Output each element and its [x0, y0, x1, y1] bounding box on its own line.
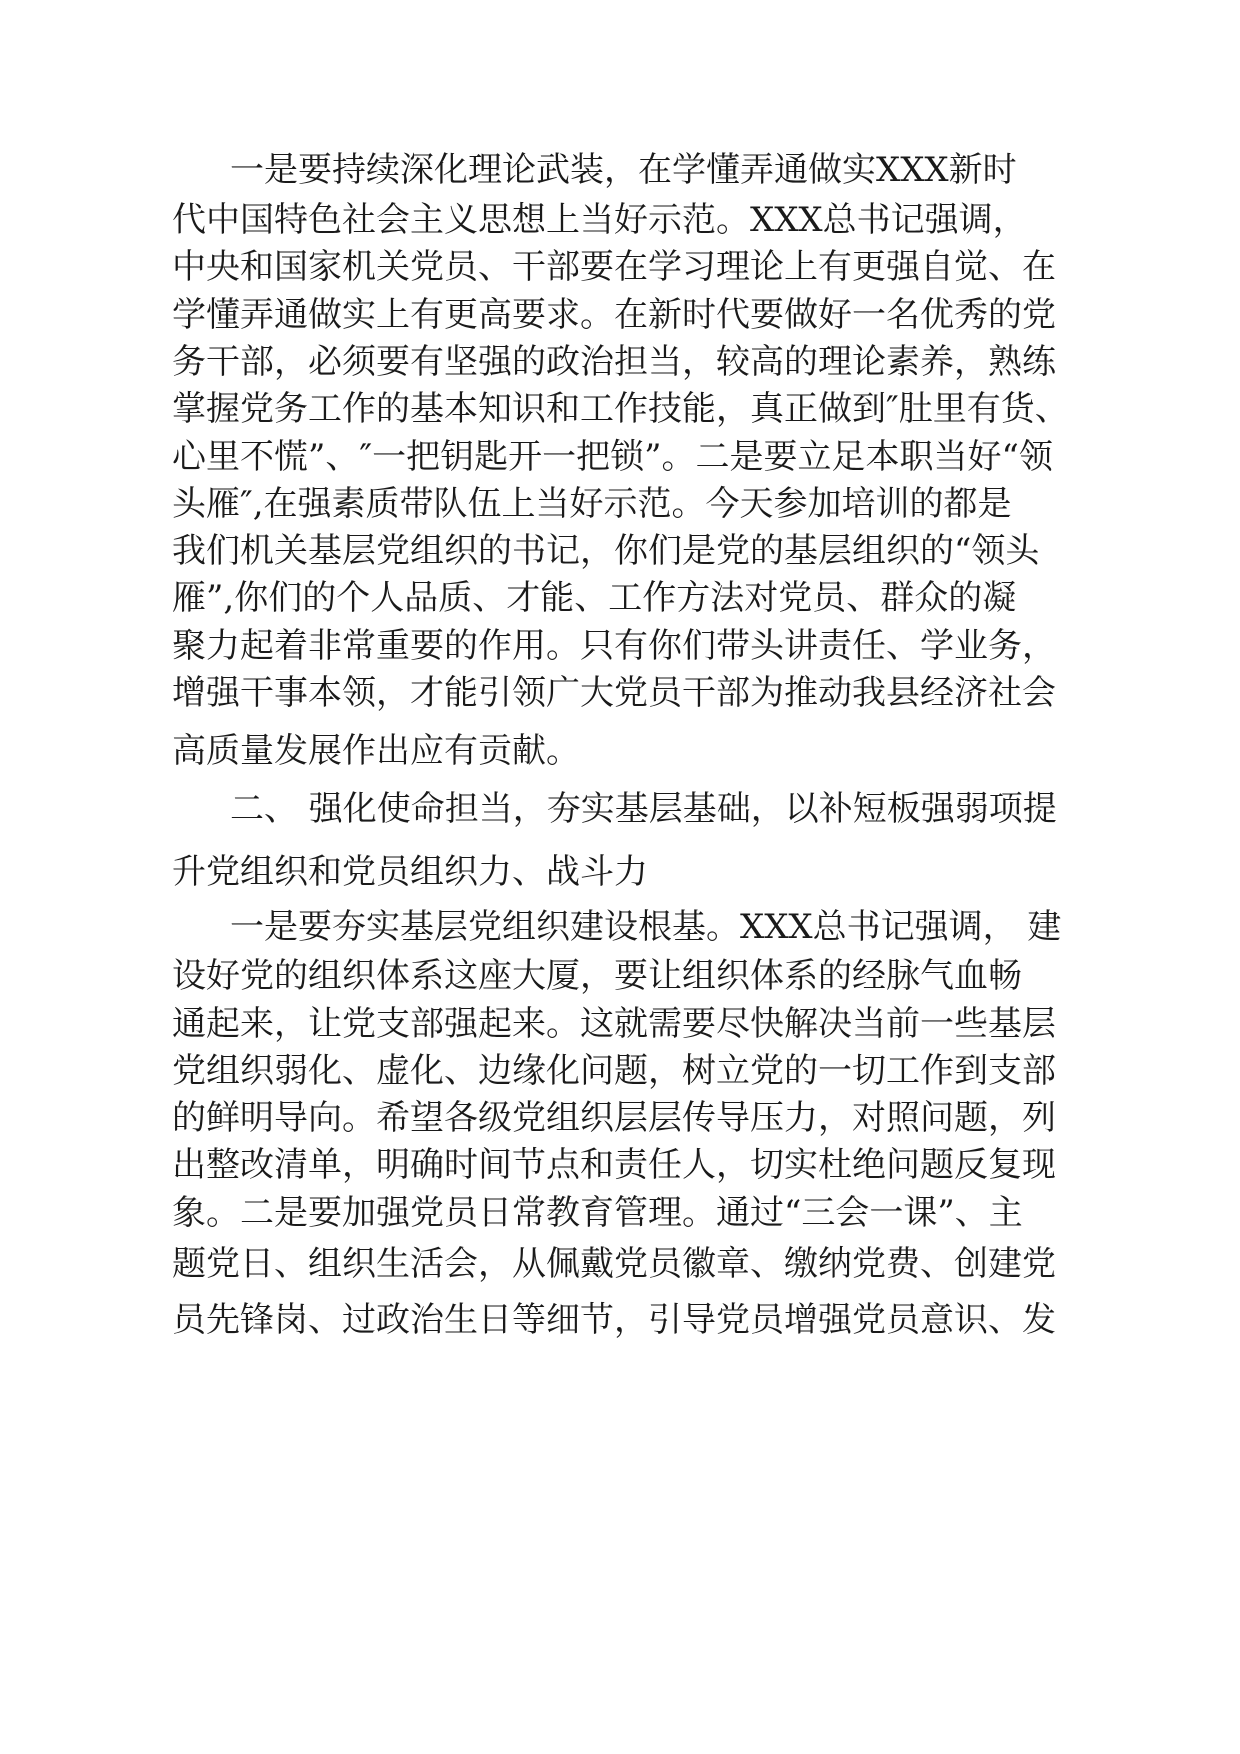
- text-line-13: 高质量发展作出应有贡献。: [172, 731, 580, 771]
- text-line-16: 通起来，让党支部强起来。这就需要尽快解决当前一些基层: [172, 1004, 1056, 1044]
- text-line-3: 中央和国家机关党员、干部要在学习理论上有更强自觉、在: [172, 247, 1056, 287]
- text-line-4: 学懂弄通做实上有更高要求。在新时代要做好一名优秀的党: [172, 295, 1056, 335]
- text-line-20: 象。二是要加强党员日常教育管理。通过“三会一课”、主: [172, 1193, 1023, 1233]
- text-line-8: 头雁″,在强素质带队伍上当好示范。今天参加培训的都是: [172, 484, 1012, 524]
- text-line-22: 员先锋岗、过政治生日等细节，引导党员增强党员意识、发: [172, 1300, 1056, 1340]
- text-line-5: 务干部，必须要有坚强的政治担当，较高的理论素养，熟练: [172, 342, 1056, 382]
- text-line-18: 的鲜明导向。希望各级党组织层层传导压力，对照问题，列: [172, 1098, 1056, 1138]
- section-heading-line-1: 二、 强化使命担当，夯实基层基础，以补短板强弱项提: [230, 789, 1057, 829]
- text-line-15: 设好党的组织体系这座大厦，要让组织体系的经脉气血畅: [172, 956, 1022, 996]
- text-line-11: 聚力起着非常重要的作用。只有你们带头讲责任、学业务，: [172, 626, 1056, 666]
- text-line-19: 出整改清单，明确时间节点和责任人，切实杜绝问题反复现: [172, 1145, 1056, 1185]
- text-line-2: 代中国特色社会主义思想上当好示范。XXX总书记强调，: [172, 200, 1027, 240]
- text-line-10: 雁”,你们的个人品质、才能、工作方法对党员、群众的凝: [172, 578, 1017, 618]
- section-heading-line-2: 升党组织和党员组织力、战斗力: [172, 852, 648, 892]
- text-line-6: 掌握党务工作的基本知识和工作技能，真正做到″肚里有货、: [172, 389, 1069, 429]
- text-line-21: 题党日、组织生活会，从佩戴党员徽章、缴纳党费、创建党: [172, 1244, 1056, 1284]
- text-line-17: 党组织弱化、虚化、边缘化问题，树立党的一切工作到支部: [172, 1051, 1056, 1091]
- text-line-12: 增强干事本领，才能引领广大党员干部为推动我县经济社会: [172, 673, 1056, 713]
- text-line-9: 我们机关基层党组织的书记，你们是党的基层组织的“领头: [172, 531, 1040, 571]
- text-line-7: 心里不慌”、″一把钥匙开一把锁”。二是要立足本职当好“领: [172, 437, 1053, 477]
- text-line-1: 一是要持续深化理论武装，在学懂弄通做实XXX新时: [230, 150, 1017, 190]
- text-line-14: 一是要夯实基层党组织建设根基。XXX总书记强调， 建: [230, 907, 1062, 947]
